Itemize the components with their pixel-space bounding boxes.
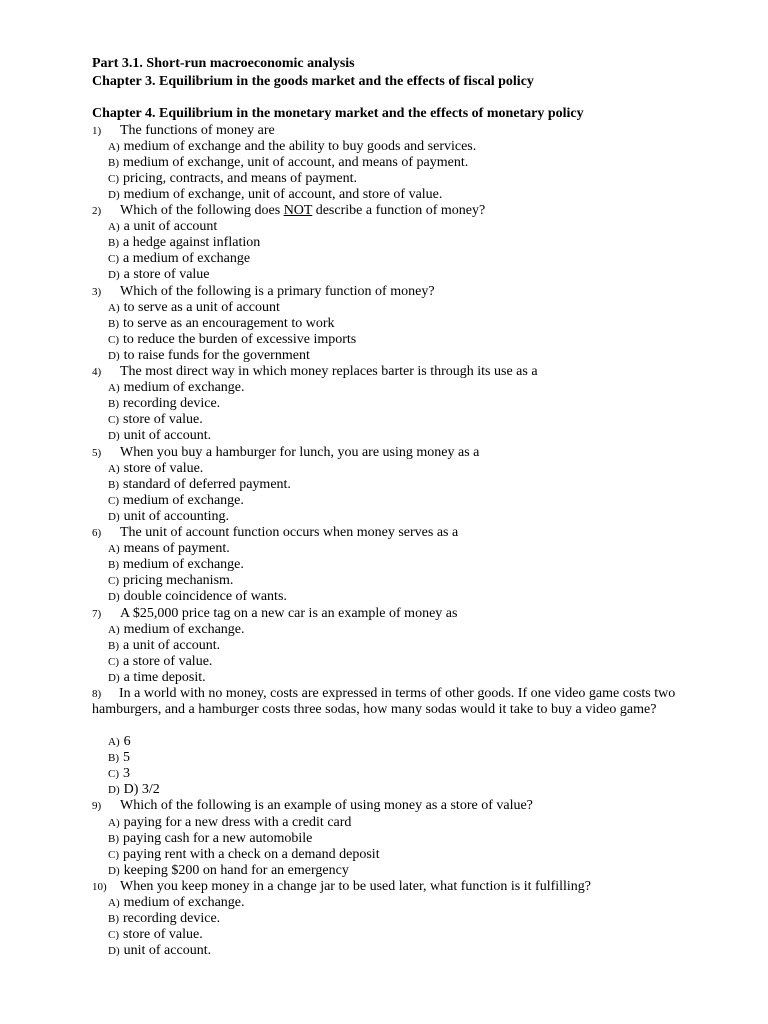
option-text: medium of exchange, unit of account, and store of value. [123,187,443,202]
option-letter: A) [108,897,120,909]
option-text: 6 [123,734,131,749]
option-letter: B) [108,833,119,845]
option-letter: D) [108,511,120,523]
question-text: In a world with no money, costs are expressed in terms of other goods. If one video game costs two hamburgers, and a hamburger costs three sodas, how many sodas would it take to buy a video game? [92,686,676,717]
option-letter: C) [108,173,119,185]
option [108,654,212,670]
option-letter: C) [108,929,119,941]
option-letter: B) [108,479,119,491]
option-letter: D) [108,865,120,877]
option-text: standard of deferred payment. [123,477,291,492]
option-text: a time deposit. [123,670,206,685]
option-text: unit of account. [123,943,212,958]
option-letter: B) [108,559,119,571]
option-text: a store of value. [123,654,213,669]
option [108,766,130,782]
option-text: medium of exchange. [123,622,245,637]
option-letter: D) [108,189,120,201]
option-text: medium of exchange, unit of account, and means of payment. [123,155,469,170]
question-text: The functions of money are [120,123,275,138]
option-text: a medium of exchange [123,251,251,266]
option-text: a unit of account. [123,638,221,653]
option [108,461,203,477]
option [108,670,206,686]
option [108,782,160,798]
option [108,943,211,959]
option [108,316,334,332]
option-text: medium of exchange. [123,895,245,910]
option-text: paying for a new dress with a credit card [123,815,352,830]
option [108,911,220,927]
option-letter: B) [108,640,119,652]
option [108,187,442,203]
option-text: 5 [123,750,130,765]
question-text: The unit of account function occurs when money serves as a [120,525,459,540]
option-letter: B) [108,913,119,925]
option-letter: A) [108,141,120,153]
question-text: When you keep money in a change jar to be used later, what function is it fulfilling? [120,879,592,894]
option [108,348,310,364]
question-number: 7) [92,608,102,620]
option-letter: B) [108,752,119,764]
question-text-part: Which of the following does [120,203,284,218]
question-text: Which of the following is a primary function of money? [120,284,435,299]
option [108,895,245,911]
option [108,557,244,573]
option [108,219,217,235]
option-text: a unit of account [123,219,218,234]
option-letter: B) [108,398,119,410]
question-number: 10) [92,881,107,893]
option-text: store of value. [123,412,203,427]
option-text: medium of exchange. [123,557,244,572]
option-letter: D) [108,350,120,362]
option [108,380,245,396]
option-letter: C) [108,575,119,587]
option-text: to raise funds for the government [123,348,310,363]
option-letter: A) [108,817,120,829]
option-text: recording device. [123,396,221,411]
option [108,300,280,316]
option [108,235,260,251]
chapter-3-heading: Chapter 3. Equilibrium in the goods market and the effects of fiscal policy [92,74,534,89]
option [108,815,351,831]
option [108,573,233,589]
option [108,139,476,155]
option-letter: A) [108,463,120,475]
question-number: 2) [92,205,102,217]
option-letter: A) [108,382,120,394]
option [108,927,203,943]
option [108,734,131,750]
option-letter: C) [108,849,119,861]
option-letter: C) [108,495,119,507]
option [108,493,244,509]
option [108,750,130,766]
option-letter: A) [108,302,120,314]
part-heading: Part 3.1. Short-run macroeconomic analysis [92,56,355,71]
option-letter: D) [108,945,120,957]
option-letter: D) [108,269,120,281]
option-letter: D) [108,784,120,796]
option-letter: C) [108,414,119,426]
option-text: a store of value [123,267,210,282]
question-number: 3) [92,286,102,298]
option-letter: B) [108,237,119,249]
option [108,332,356,348]
option-text: to reduce the burden of excessive imports [123,332,357,347]
option [108,863,349,879]
option-text: a hedge against inflation [123,235,261,250]
option [108,477,291,493]
option [108,847,380,863]
question-number: 1) [92,125,102,137]
option-text: paying rent with a check on a demand deposit [123,847,380,862]
option [108,509,229,525]
option [108,267,210,283]
question-number: 6) [92,527,102,539]
option [108,622,245,638]
option [108,589,287,605]
option [108,155,468,171]
option-text: keeping $200 on hand for an emergency [123,863,349,878]
option-text: pricing mechanism. [123,573,234,588]
option-letter: A) [108,543,120,555]
option-text: D) 3/2 [123,782,160,797]
option-text: store of value. [123,461,204,476]
option-letter: C) [108,253,119,265]
option-letter: C) [108,768,119,780]
question-text: The most direct way in which money replaces barter is through its use as a [120,364,538,379]
option-text: to serve as an encouragement to work [123,316,335,331]
option-text: means of payment. [123,541,230,556]
option-text: double coincidence of wants. [123,589,287,604]
question-text: Which of the following is an example of using money as a store of value? [120,798,533,813]
option-text: unit of accounting. [123,509,229,524]
option-text: store of value. [123,927,203,942]
option-text: recording device. [123,911,221,926]
option-text: medium of exchange. [123,380,245,395]
option [108,396,220,412]
option-text: medium of exchange and the ability to buy goods and services. [123,139,477,154]
option-letter: A) [108,624,120,636]
option [108,171,357,187]
question-text-underlined: NOT [283,203,313,218]
option [108,412,203,428]
option-text: unit of account. [123,428,212,443]
option-text: medium of exchange. [123,493,244,508]
option-letter: C) [108,334,119,346]
question-text: A $25,000 price tag on a new car is an example of money as [120,606,458,621]
option [108,638,220,654]
option-letter: A) [108,736,120,748]
option-letter: D) [108,591,120,603]
option [108,251,250,267]
option-letter: B) [108,157,119,169]
option-letter: D) [108,672,120,684]
option-letter: A) [108,221,120,233]
question-number: 9) [92,800,102,812]
option-text: paying cash for a new automobile [123,831,313,846]
option-letter: B) [108,318,119,330]
option-letter: D) [108,430,120,442]
question-text: When you buy a hamburger for lunch, you are using money as a [120,445,480,460]
question-number: 8) [92,688,102,700]
question-number: 5) [92,447,102,459]
option-letter: C) [108,656,119,668]
option-text: 3 [123,766,130,781]
question-number: 4) [92,366,102,378]
chapter-4-heading: Chapter 4. Equilibrium in the monetary market and the effects of monetary policy [92,106,584,121]
option [108,428,211,444]
option-text: pricing, contracts, and means of payment. [123,171,358,186]
question-text-part: describe a function of money? [312,203,486,218]
option-text: to serve as a unit of account [123,300,280,315]
option [108,831,312,847]
option [108,541,230,557]
question-text [120,203,485,219]
